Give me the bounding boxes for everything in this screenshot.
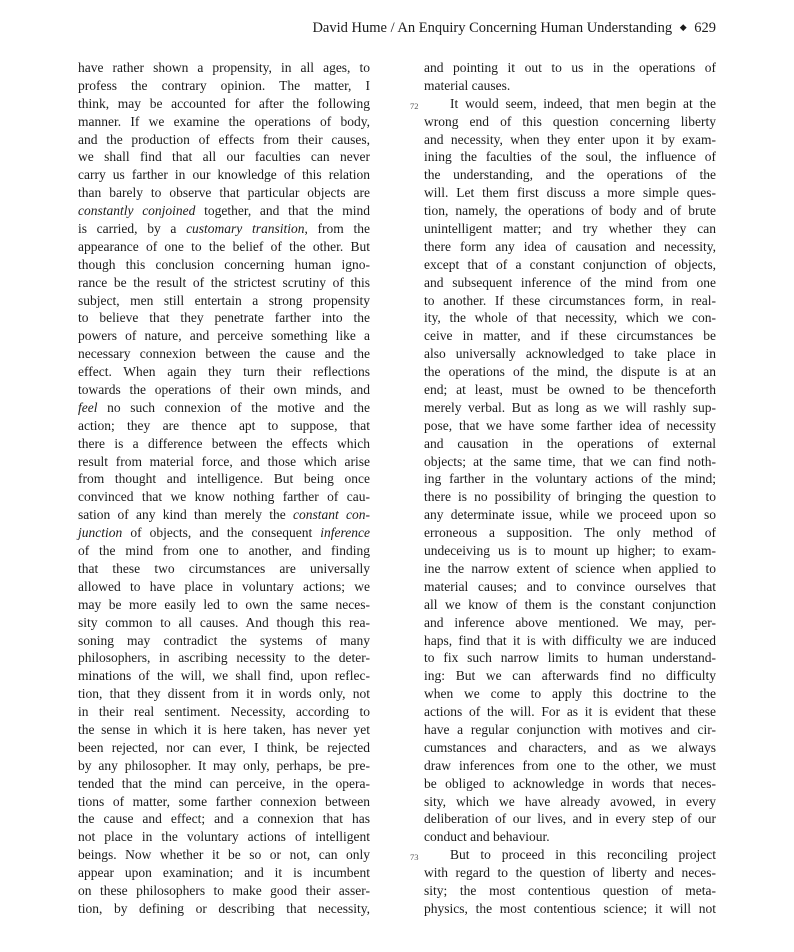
diamond-ornament-icon: ◆ xyxy=(679,22,687,32)
text-line: soning may contradict the systems of many xyxy=(78,632,370,648)
text-line: in their real sentiment. Necessity, according to xyxy=(78,704,370,720)
text-line: that these two circumstances are universally xyxy=(78,560,370,576)
text-line: and the production of effects from their causes, xyxy=(78,131,370,147)
text-line: profess the contrary opinion. The matter, I xyxy=(78,77,370,93)
italic-text: inference xyxy=(320,525,370,541)
text-line: be obliged to acknowledge in words that neces- xyxy=(424,775,716,791)
text-line: to fix such narrow limits to human understand- xyxy=(424,650,716,666)
text-line: of the mind from one to another, and finding xyxy=(78,543,370,559)
italic-text: customary transition xyxy=(186,221,305,237)
italic-text: junction xyxy=(78,525,123,541)
text-line: material causes. xyxy=(424,77,511,93)
text-line: conduct and behaviour. xyxy=(424,829,550,845)
text-line: deliberation of our lives, and in every step of our xyxy=(424,811,716,827)
text-line: will. Let them first discuss a more simple ques- xyxy=(424,185,716,201)
header-author: David Hume xyxy=(312,20,387,36)
text-line: there is a difference between the effects which xyxy=(78,435,370,451)
text-line: the understanding, and the operations of the xyxy=(424,167,716,183)
text-line: carry us farther in our knowledge of this relation xyxy=(78,167,370,183)
paragraph-number: 73 xyxy=(410,852,419,863)
text-line: allowed to have place in voluntary actions; we xyxy=(78,578,370,594)
text-line: except that of a constant conjunction of objects, xyxy=(424,256,716,272)
paragraph-number: 72 xyxy=(410,100,419,111)
text-line xyxy=(78,524,370,542)
text-line: tion, namely, the operations of body and of brute xyxy=(424,203,716,219)
header-title: An Enquiry Concerning Human Understanding xyxy=(397,20,673,36)
text-line: rance be the result of the strictest scrutiny of this xyxy=(78,274,370,290)
text-line: we shall find that all our faculties can never xyxy=(78,149,370,165)
text-line: the operations of the mind, the dispute is at an xyxy=(424,364,716,380)
right-column xyxy=(410,59,716,918)
text-line: though this conclusion concerning human igno- xyxy=(78,256,370,272)
text-line: on these philosophers to make good their asser- xyxy=(78,882,370,898)
text-line: tions of matter, some farther connexion between xyxy=(78,793,370,809)
text-line: tion, by defining or describing that necessity, xyxy=(78,900,370,916)
left-column xyxy=(78,59,370,918)
text-line: ing farther in the voluntary actions of the mind; xyxy=(424,471,716,487)
text-line: convinced that we know nothing farther of cau- xyxy=(78,489,370,505)
text-line: manner. If we examine the operations of body, xyxy=(78,113,370,129)
text-segment: of objects, and the consequent xyxy=(122,525,321,541)
text-line: appear upon examination; and it is incumbent xyxy=(78,865,370,881)
text-line: material causes; and to convince ourselves that xyxy=(424,578,716,594)
text-line: sity, which we have already avowed, in every xyxy=(424,793,716,809)
text-line: philosophers, in ascribing necessity to the deter- xyxy=(78,650,370,666)
text-line: been rejected, nor can ever, I think, be rejected xyxy=(78,739,370,755)
text-line: objects; at the same time, that we can find noth- xyxy=(424,453,716,469)
text-line: any determinate issue, while we proceed upon so xyxy=(424,507,716,523)
paragraph-73 xyxy=(410,846,716,918)
text-line: and necessity, when they enter upon it by exam- xyxy=(424,131,716,147)
text-line: sity common to all causes. And though this rea- xyxy=(78,614,370,630)
text-line: unintelligent matter; and try whether they can xyxy=(424,221,716,237)
text-line: with regard to the question of liberty and neces- xyxy=(424,865,716,881)
text-line: from thought and intelligence. But being once xyxy=(78,471,370,487)
text-line: and pointing it out to us in the operations of xyxy=(424,60,716,75)
text-line: merely verbal. But as long as we will rashly sup- xyxy=(424,399,716,415)
text-line: appearance of one to the belief of the other. But xyxy=(78,238,370,254)
text-line: may be more easily led to own the same neces- xyxy=(78,596,370,612)
text-line: have a regular conjunction with motives and cir- xyxy=(424,721,716,737)
header-separator: / xyxy=(390,20,395,36)
text-line: not place in the voluntary actions of intelligent xyxy=(78,829,370,845)
text-line: than barely to observe that particular objects are xyxy=(78,185,370,201)
text-line: powers of nature, and perceive something like a xyxy=(78,328,370,344)
text-line: to another. If these circumstances form, in real- xyxy=(424,292,716,308)
text-line: to believe that they penetrate farther into the xyxy=(78,310,370,326)
text-segment: no such connexion of the motive and the xyxy=(97,399,370,415)
text-line: result from material force, and those which arise xyxy=(78,453,370,469)
text-line: all we know of them is the constant conjunction xyxy=(424,596,716,612)
text-line: ceive in matter, and if these circumstances be xyxy=(424,328,716,344)
text-line: But to proceed in this reconciling project xyxy=(450,847,716,863)
text-line: tended that the mind can perceive, in the opera- xyxy=(78,775,370,791)
italic-text: feel xyxy=(78,399,98,415)
text-line: tion, that they dissent from it in words only, not xyxy=(78,686,370,702)
text-line: think, may be accounted for after the following xyxy=(78,95,370,111)
text-line: the sense in which it is here taken, has never yet xyxy=(78,721,370,737)
text-line: and subsequent inference of the mind from one xyxy=(424,274,716,290)
text-line: there form any idea of causation and necessity, xyxy=(424,238,716,254)
italic-text: constant con- xyxy=(293,507,370,523)
text-line xyxy=(78,399,370,417)
text-line: end; at least, must be owned to be thenceforth xyxy=(424,382,716,398)
text-segment: together, and that the mind xyxy=(195,203,370,219)
text-line: action; they are thence apt to suppose, that xyxy=(78,417,370,433)
text-line: ity, the whole of that necessity, which we con- xyxy=(424,310,716,326)
text-line: pose, that we have some farther idea of necessity xyxy=(424,417,716,433)
text-segment: sation of any kind than merely the xyxy=(78,507,293,523)
page-number: 629 xyxy=(694,20,716,36)
text-line xyxy=(78,220,370,238)
text-line: ine the narrow extent of science when applied to xyxy=(424,560,716,576)
carryover-paragraph xyxy=(424,59,716,95)
text-line: also universally acknowledged to take place in xyxy=(424,346,716,362)
text-line: actions of the will. For as it is evident that these xyxy=(424,704,716,720)
text-line: necessary connexion between the cause and the xyxy=(78,346,370,362)
text-line: undeceiving us is to mount up higher; to exam- xyxy=(424,543,716,559)
text-line: physics, the most contentious science; it will not xyxy=(424,900,716,916)
text-line xyxy=(78,506,370,524)
text-line xyxy=(78,202,370,220)
text-segment: is carried, by a xyxy=(78,221,187,237)
text-line: and inference above mentioned. We may, per- xyxy=(424,614,716,630)
text-line: have rather shown a propensity, in all ages, to xyxy=(78,60,370,75)
text-line: erroneous a supposition. The only method of xyxy=(424,525,716,541)
text-line: by any philosopher. It may only, perhaps, be pre- xyxy=(78,757,370,773)
text-line: ing: But we can afterwards find no difficulty xyxy=(424,668,716,684)
text-line: sity; the most contentious question of meta- xyxy=(424,882,716,898)
text-line: minations of the will, we shall find, upon reflec- xyxy=(78,668,370,684)
text-line: cumstances and characters, and as we always xyxy=(424,739,716,755)
text-line: draw inferences from one to the other, we must xyxy=(424,757,716,773)
paragraph-72 xyxy=(410,95,716,846)
text-line: haps, find that it is with difficulty we are induced xyxy=(424,632,716,648)
text-line: wrong end of this question concerning liberty xyxy=(424,113,716,129)
text-line: subject, men still entertain a strong propensity xyxy=(78,292,370,308)
text-line: and causation in the operations of external xyxy=(424,435,716,451)
italic-text: constantly conjoined xyxy=(78,203,196,219)
text-line: when we come to apply this doctrine to the xyxy=(424,686,716,702)
text-line: It would seem, indeed, that men begin at the xyxy=(450,95,716,111)
text-line: beings. Now whether it be so or not, can only xyxy=(78,847,370,863)
running-head xyxy=(312,17,716,38)
text-segment: , from the xyxy=(304,221,370,237)
text-line: effect. When again they turn their reflections xyxy=(78,364,370,380)
text-line: towards the operations of their own minds, and xyxy=(78,382,370,398)
text-line: ining the faculties of the soul, the influence of xyxy=(424,149,716,165)
text-line: the cause and effect; and a connexion that has xyxy=(78,811,370,827)
text-line: there is no possibility of bringing the question to xyxy=(424,489,716,505)
